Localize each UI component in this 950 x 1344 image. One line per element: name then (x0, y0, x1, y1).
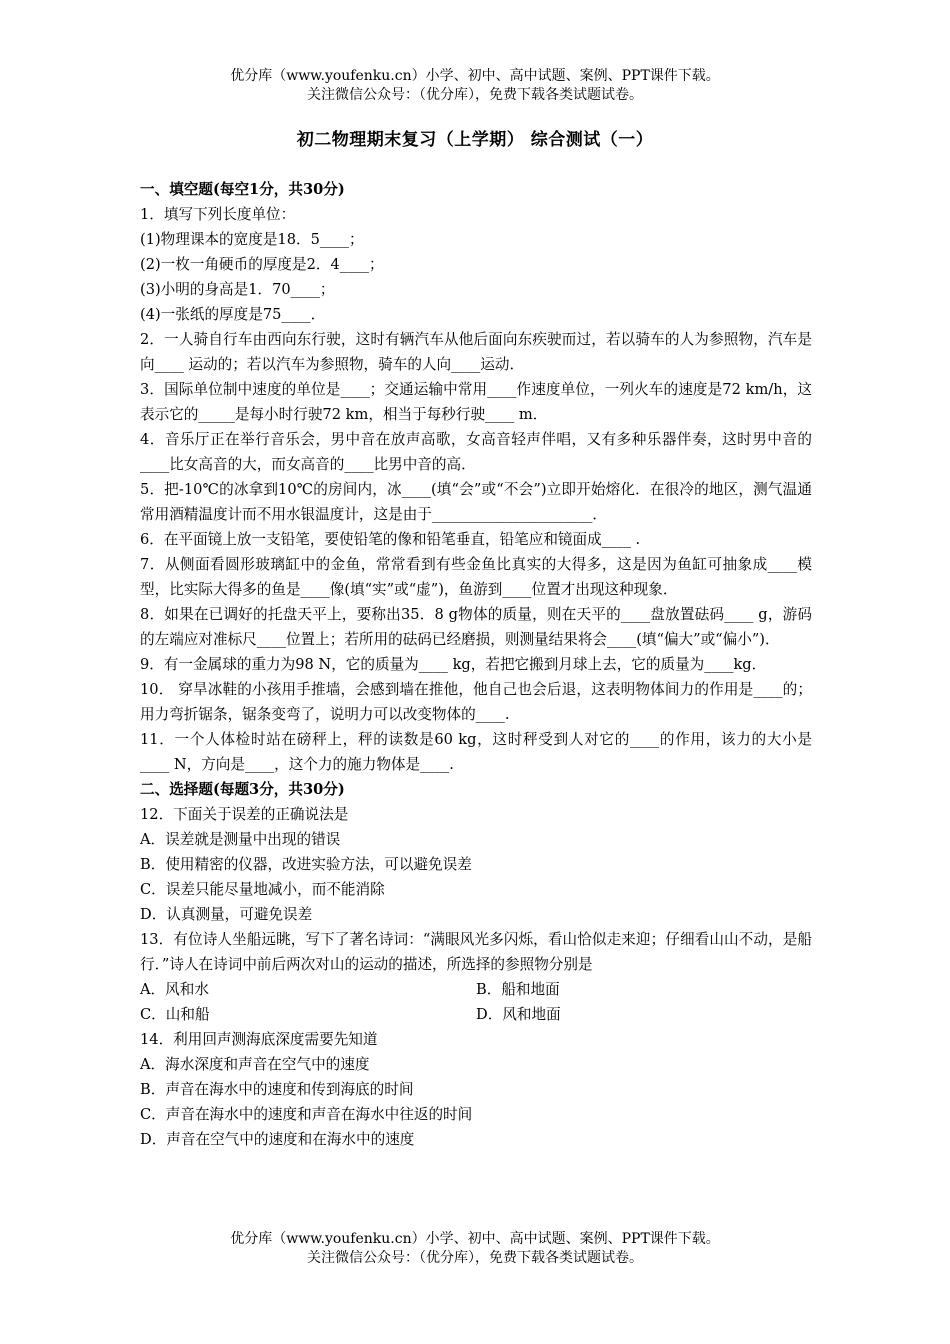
footer-line-2: 关注微信公众号：（优分库），免费下载各类试题试卷。 (307, 1250, 643, 1266)
section-heading-multiple-choice: 二、选择题(每题3分，共30分) (140, 781, 345, 798)
question-12-option-a: A．误差就是测量中出现的错误 (140, 831, 341, 848)
question-5: 5．把-10℃的冰拿到10℃的房间内，冰____(填“会”或“不会”)立即开始熔化．在很冷的地区，测气温通常用酒精温度计而不用水银温度计，这是由于______________________． (140, 481, 812, 523)
question-12-stem: 12．下面关于误差的正确说法是 (140, 806, 349, 823)
question-1-part-2: (2)一枚一角硬币的厚度是2．4____； (140, 256, 384, 273)
question-13-stem: 13．有位诗人坐船远眺，写下了著名诗词：“满眼风光多闪烁，看山恰似走来迎；仔细看山山不动，是船行．”诗人在诗词中前后两次对山的运动的描述，所选择的参照物分别是 (140, 931, 812, 973)
question-14-option-c: C．声音在海水中的速度和声音在海水中往返的时间 (140, 1106, 473, 1123)
question-12-option-d: D．认真测量，可避免误差 (140, 906, 313, 923)
question-13-option-b: B．船和地面 (476, 981, 560, 998)
question-7: 7．从侧面看圆形玻璃缸中的金鱼，常常看到有些金鱼比真实的大得多，这是因为鱼缸可抽象成____模型，比实际大得多的鱼是____像(填“实”或“虚”)，鱼游到____位置才出现这种现象． (140, 556, 812, 598)
question-13-option-a: A．风和水 (140, 981, 209, 998)
section-heading-fill-in: 一、填空题(每空1分，共30分) (140, 181, 345, 198)
question-9: 9．有一金属球的重力为98 N，它的质量为____ kg，若把它搬到月球上去，它的质量为____kg． (140, 656, 767, 673)
question-10: 10． 穿旱冰鞋的小孩用手推墙，会感到墙在推他，他自己也会后退，这表明物体间力的作用是____的；用力弯折锯条，锯条变弯了，说明力可以改变物体的____. (140, 681, 812, 723)
question-1-stem: 1．填写下列长度单位： (140, 206, 296, 223)
question-12-option-b: B．使用精密的仪器，改进实验方法，可以避免误差 (140, 856, 472, 873)
question-1-part-4: (4)一张纸的厚度是75____． (140, 306, 326, 323)
page-footer (0, 1230, 950, 1268)
question-14-option-b: B．声音在海水中的速度和传到海底的时间 (140, 1081, 414, 1098)
question-12-option-c: C．误差只能尽量地减小，而不能消除 (140, 881, 385, 898)
question-8: 8．如果在已调好的托盘天平上，要称出35．8 g物体的质量，则在天平的____盘放置砝码____ g，游码的左端应对准标尺____位置上；若所用的砝码已经磨损，则测量结果将会____(填“偏大”或“偏小”)． (140, 606, 812, 648)
question-11: 11．一个人体检时站在磅秤上，秤的读数是60 kg，这时秤受到人对它的____的作用，该力的大小是____ N，方向是____，这个力的施力物体是____. (140, 731, 812, 773)
footer-line-1: 优分库（www.youfenku.cn）小学、初中、高中试题、案例、PPT课件下载。 (230, 1231, 720, 1247)
header-line-1: 优分库（www.youfenku.cn）小学、初中、高中试题、案例、PPT课件下载。 (230, 68, 720, 84)
document-title: 初二物理期末复习（上学期） 综合测试（一） (296, 130, 654, 150)
question-3: 3．国际单位制中速度的单位是____；交通运输中常用____作速度单位，一列火车的速度是72 km/h，这表示它的_____是每小时行驶72 km，相当于每秒行驶____ m． (140, 381, 812, 423)
question-6: 6．在平面镜上放一支铅笔，要使铅笔的像和铅笔垂直，铅笔应和镜面成____ . (140, 531, 641, 548)
question-4: 4．音乐厅正在举行音乐会，男中音在放声高歌，女高音轻声伴唱，又有多种乐器伴奏，这时男中音的____比女高音的大，而女高音的____比男中音的高． (140, 431, 812, 473)
question-1-part-3: (3)小明的身高是1．70____； (140, 281, 335, 298)
question-13-option-d: D．风和地面 (476, 1006, 561, 1023)
question-1-part-1: (1)物理课本的宽度是18．5____； (140, 231, 364, 248)
exam-content (140, 177, 812, 1152)
question-14-option-a: A．海水深度和声音在空气中的速度 (140, 1056, 370, 1073)
question-2: 2．一人骑自行车由西向东行驶，这时有辆汽车从他后面向东疾驶而过，若以骑车的人为参照物，汽车是向____ 运动的；若以汽车为参照物，骑车的人向____运动． (140, 331, 812, 373)
page-header (0, 67, 950, 105)
question-13-option-c: C．山和船 (140, 1006, 210, 1023)
question-13-options-row-2 (140, 1002, 812, 1027)
question-14-stem: 14．利用回声测海底深度需要先知道 (140, 1031, 378, 1048)
question-13-options-row-1 (140, 977, 812, 1002)
question-14-option-d: D．声音在空气中的速度和在海水中的速度 (140, 1131, 415, 1148)
header-line-2: 关注微信公众号：（优分库），免费下载各类试题试卷。 (307, 87, 643, 103)
